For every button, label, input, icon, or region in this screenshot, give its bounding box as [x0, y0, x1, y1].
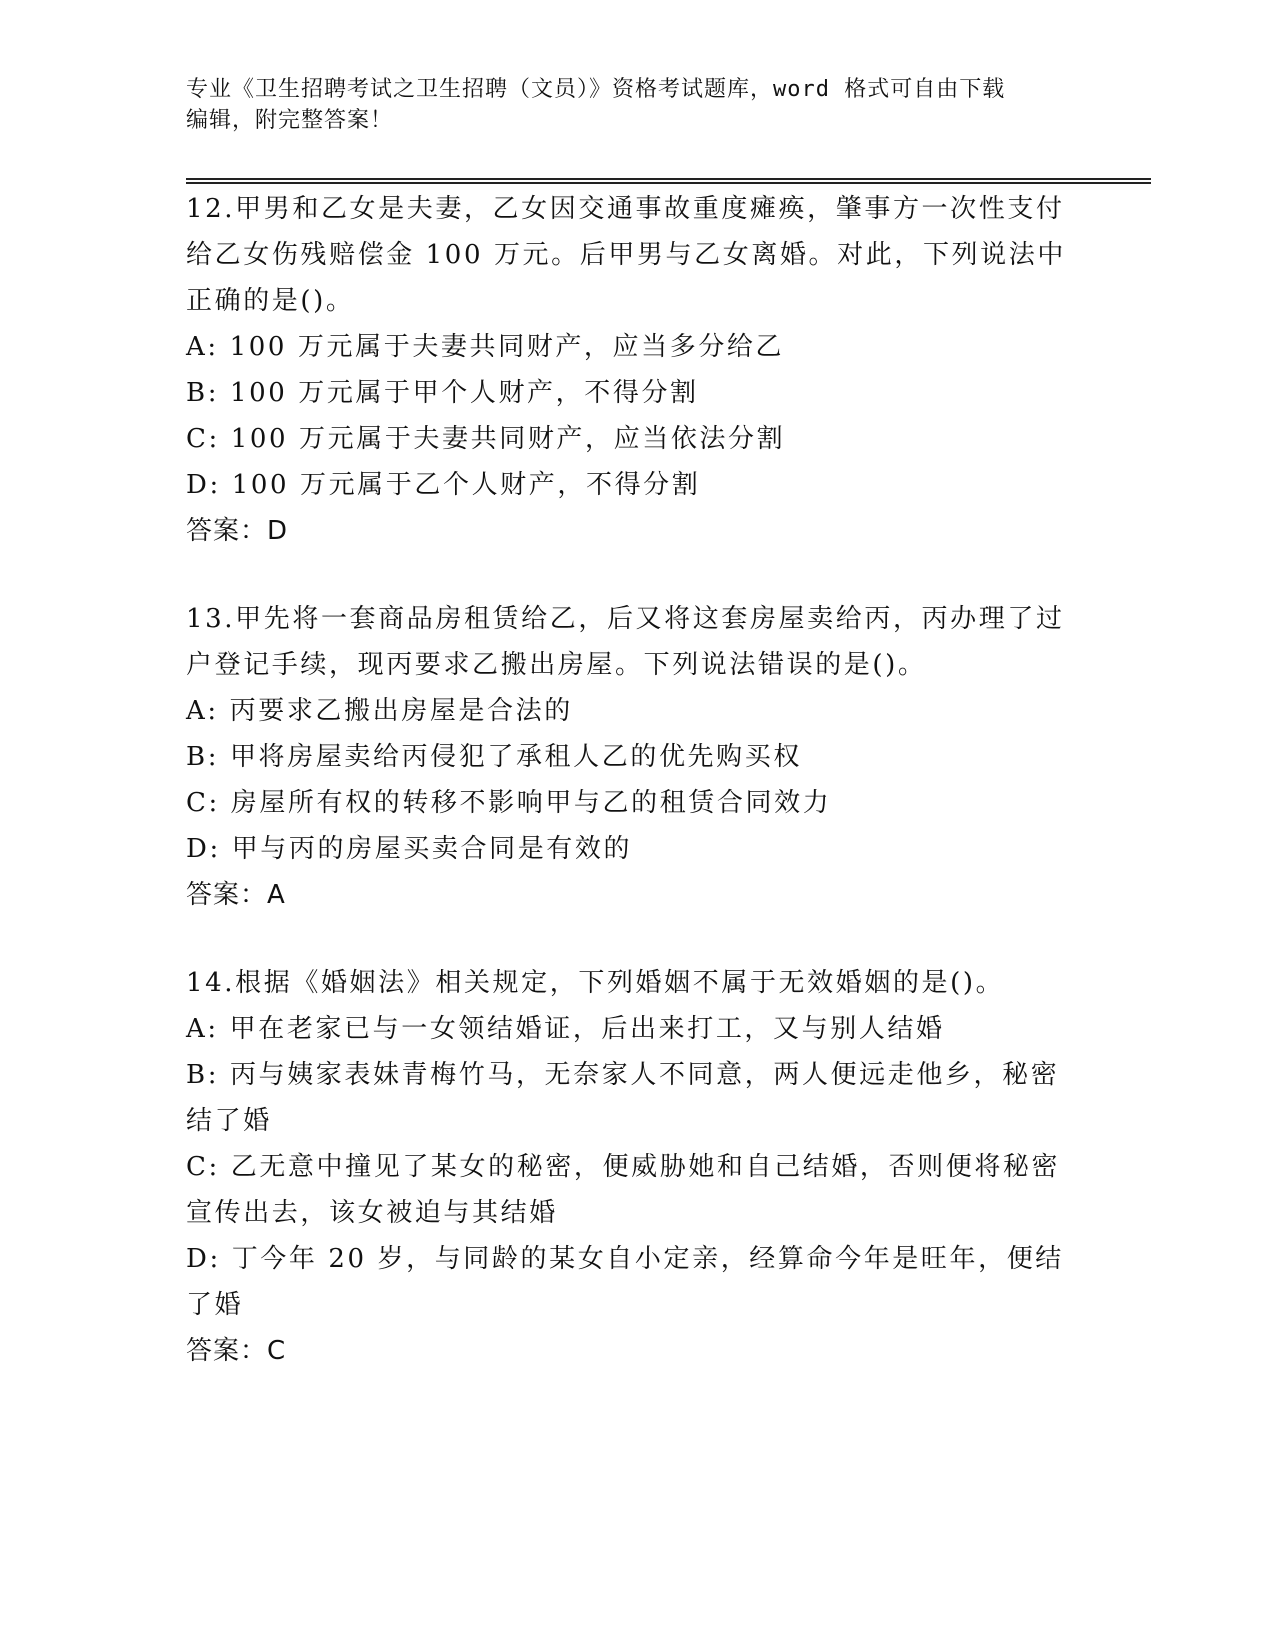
option-key: D:: [186, 834, 221, 864]
option-c: [186, 1144, 1086, 1190]
option-text: 100 万元属于夫妻共同财产，应当多分给乙: [229, 332, 785, 362]
option-b: [186, 370, 1086, 416]
option-key: A:: [186, 696, 219, 726]
option-d-continued: 了婚: [186, 1290, 244, 1320]
answer: 答案：C: [186, 1336, 287, 1366]
option-b: [186, 1052, 1086, 1098]
question-number: 14.: [186, 968, 236, 998]
option-text: 丙要求乙搬出房屋是合法的: [229, 696, 573, 726]
option-text: 丙与姨家表妹青梅竹马，无奈家人不同意，两人便远走他乡，秘密: [229, 1060, 1060, 1090]
option-key: D:: [186, 470, 221, 500]
option-a: [186, 688, 1086, 734]
question-number: 12.: [186, 194, 236, 224]
option-d: [186, 826, 1086, 872]
question-number: 13.: [186, 604, 236, 634]
question-stem-line: [186, 186, 1086, 232]
answer: 答案：A: [186, 880, 286, 910]
header-line-1: 专业《卫生招聘考试之卫生招聘（文员）》资格考试题库，word 格式可自由下载: [186, 77, 1006, 102]
option-key: B:: [186, 378, 220, 408]
option-text: 乙无意中撞见了某女的秘密，便威胁她和自己结婚，否则便将秘密: [230, 1152, 1061, 1182]
option-a: [186, 324, 1086, 370]
option-text: 甲与丙的房屋买卖合同是有效的: [231, 834, 633, 864]
header-line-2: 编辑，附完整答案！: [186, 108, 394, 133]
option-b: [186, 734, 1086, 780]
option-key: C:: [186, 424, 220, 454]
question-stem-line: [186, 596, 1086, 642]
question-stem-line: [186, 960, 1086, 1006]
option-text: 丁今年 20 岁，与同龄的某女自小定亲，经算命今年是旺年，便结: [231, 1244, 1064, 1274]
question-stem-line: 户登记手续，现丙要求乙搬出房屋。下列说法错误的是()。: [186, 650, 927, 680]
document-header: [186, 74, 1086, 136]
option-text: 100 万元属于夫妻共同财产，应当依法分割: [230, 424, 786, 454]
header-rule-top: [186, 178, 1151, 180]
option-key: B:: [186, 1060, 220, 1090]
option-key: A:: [186, 332, 219, 362]
option-d: [186, 1236, 1086, 1282]
question-stem-text: 甲先将一套商品房租赁给乙，后又将这套房屋卖给丙，丙办理了过: [235, 604, 1065, 634]
option-key: A:: [186, 1014, 219, 1044]
option-key: C:: [186, 1152, 220, 1182]
header-rule-bottom: [186, 182, 1151, 184]
question-stem-line: 正确的是()。: [186, 286, 355, 316]
header-double-rule: [186, 178, 1151, 184]
answer: 答案：D: [186, 516, 289, 546]
option-d: [186, 462, 1086, 508]
option-c: [186, 780, 1086, 826]
question-stem-text: 根据《婚姻法》相关规定，下列婚姻不属于无效婚姻的是()。: [235, 968, 1005, 998]
option-b-continued: 结了婚: [186, 1106, 272, 1136]
question-stem-text: 甲男和乙女是夫妻，乙女因交通事故重度瘫痪，肇事方一次性支付: [235, 194, 1065, 224]
option-text: 100 万元属于甲个人财产，不得分割: [229, 378, 699, 408]
question-stem-line: 给乙女伤残赔偿金 100 万元。后甲男与乙女离婚。对此，下列说法中: [186, 240, 1066, 270]
option-key: D:: [186, 1244, 221, 1274]
question-12: [186, 186, 1086, 554]
option-text: 甲将房屋卖给丙侵犯了承租人乙的优先购买权: [229, 742, 802, 772]
question-13: [186, 596, 1086, 918]
option-a: [186, 1006, 1086, 1052]
option-c: [186, 416, 1086, 462]
option-text: 甲在老家已与一女领结婚证，后出来打工，又与别人结婚: [229, 1014, 945, 1044]
option-key: C:: [186, 788, 220, 818]
question-14: [186, 960, 1086, 1374]
option-key: B:: [186, 742, 220, 772]
option-text: 100 万元属于乙个人财产，不得分割: [231, 470, 701, 500]
option-c-continued: 宣传出去，该女被迫与其结婚: [186, 1198, 558, 1228]
option-text: 房屋所有权的转移不影响甲与乙的租赁合同效力: [230, 788, 832, 818]
